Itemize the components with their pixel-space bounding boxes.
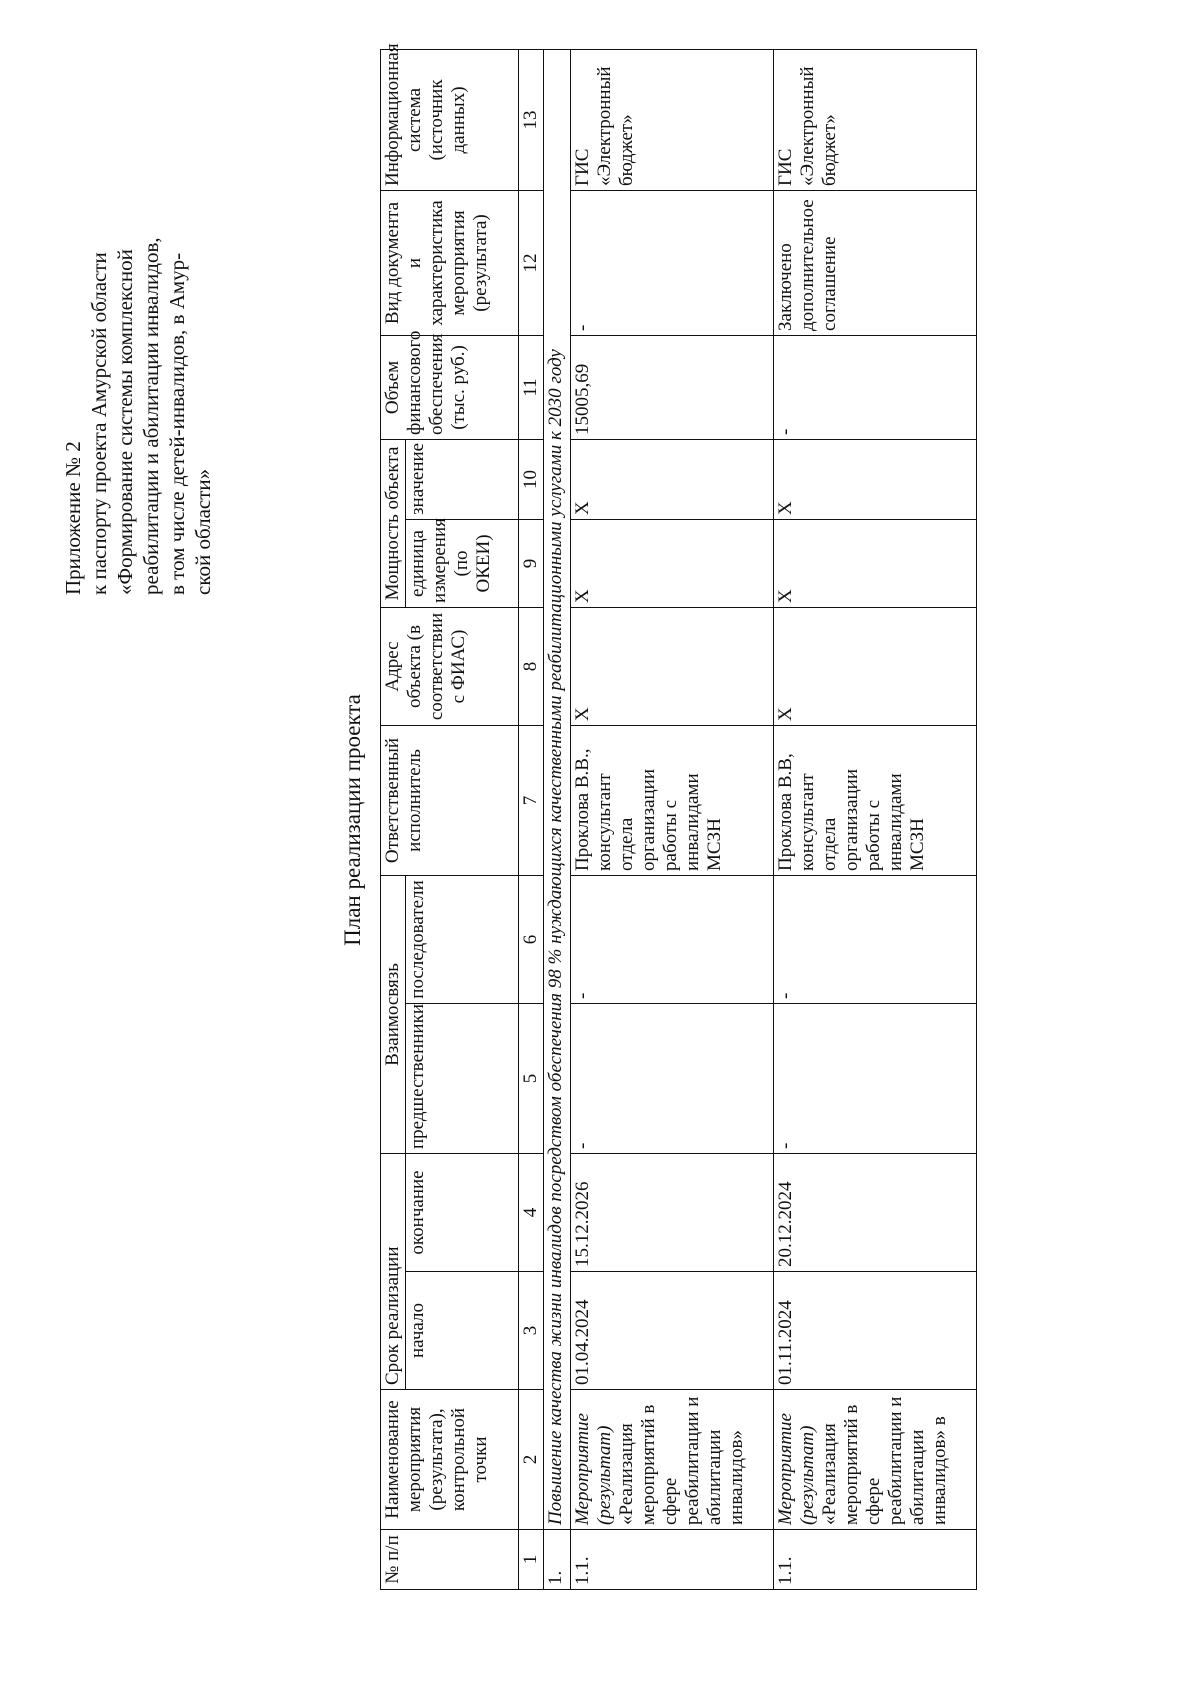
row-successors: -: [774, 875, 977, 1003]
column-number: 6: [519, 875, 544, 1003]
row-funding: 15005,69: [571, 335, 774, 439]
header-document: Вид документа и характеристика мероприятия (результата): [381, 190, 519, 335]
appendix-line: ской области»: [191, 468, 215, 595]
row-name: [571, 1390, 774, 1530]
row-predecessors: -: [571, 1003, 774, 1153]
section-number: 1.: [544, 1530, 571, 1590]
row-document: Заключено дополнительное соглашение: [774, 190, 977, 335]
implementation-plan-table: [380, 43, 977, 1590]
appendix-line: в том числе детей-инвалидов, в Амур-: [165, 252, 189, 595]
column-number: 7: [519, 725, 544, 875]
header-predecessors: предшественники: [406, 1003, 519, 1153]
plan-title: План реализации проекта: [340, 694, 365, 946]
row-info-system: ГИС «Электронный бюджет»: [571, 49, 774, 190]
header-relation: Взаимосвязь: [381, 875, 406, 1153]
column-number: 10: [519, 439, 544, 519]
appendix-line: «Формирование системы комплексной: [113, 249, 137, 595]
row-value: Х: [774, 439, 977, 519]
header-responsible: Ответственный исполнитель: [381, 725, 519, 875]
column-number: 4: [519, 1153, 544, 1271]
header-successors: последователи: [406, 875, 519, 1003]
row-name-type: Мероприятие (результат): [572, 1413, 615, 1525]
row-funding: -: [774, 335, 977, 439]
appendix-line: Приложение № 2: [61, 441, 85, 595]
table-row: [571, 49, 774, 1589]
row-name: [774, 1390, 977, 1530]
section-title: Повышение качества жизни инвалидов посредством обеспечения 98 % нуждающихся качественными реабилитационными услугами к 2030 году: [544, 49, 571, 1529]
header-capacity: Мощность объекта: [381, 439, 406, 607]
header-name: Наименование мероприятия (результата), контрольной точки: [381, 1390, 519, 1530]
row-end: 20.12.2024: [774, 1153, 977, 1271]
column-number: 5: [519, 1003, 544, 1153]
table-row: [774, 49, 977, 1589]
column-number: 9: [519, 519, 544, 607]
row-name-text: «Реализация мероприятий в сфере реабилитации и абилитации инвалидов»: [616, 1396, 747, 1525]
row-predecessors: -: [774, 1003, 977, 1153]
row-name-text: «Реализация мероприятий в сфере реабилитации и абилитации инвалидов» в: [819, 1396, 950, 1525]
column-number: 3: [519, 1272, 544, 1390]
row-unit: Х: [774, 519, 977, 607]
row-address: Х: [571, 607, 774, 725]
row-start: 01.11.2024: [774, 1272, 977, 1390]
header-num: № п/п: [381, 1530, 519, 1590]
column-number: 2: [519, 1390, 544, 1530]
row-successors: -: [571, 875, 774, 1003]
column-number: 13: [519, 49, 544, 190]
header-term: Срок реализации: [381, 1153, 406, 1389]
row-address: Х: [774, 607, 977, 725]
section-row: [544, 49, 571, 1589]
column-number-row: [519, 49, 544, 1589]
row-end: 15.12.2026: [571, 1153, 774, 1271]
header-row: [381, 49, 406, 1589]
header-address: Адрес объекта (в соответствии с ФИАС): [381, 607, 519, 725]
header-unit: единица измерения (по ОКЕИ): [406, 519, 519, 607]
column-number: 11: [519, 335, 544, 439]
column-number: 8: [519, 607, 544, 725]
header-term-end: окончание: [406, 1153, 519, 1271]
appendix-header: [60, 15, 216, 595]
header-funding: Объем финансового обеспечения (тыс. руб.): [381, 335, 519, 439]
header-term-start: начало: [406, 1272, 519, 1390]
header-value: значение: [406, 439, 519, 519]
header-info-system: Информационная система (источник данных): [381, 49, 519, 190]
row-document: -: [571, 190, 774, 335]
row-responsible: Проклова В.В, консультант отдела организации работы с инвалидами МСЗН: [774, 725, 977, 875]
row-value: Х: [571, 439, 774, 519]
row-info-system: ГИС «Электронный бюджет»: [774, 49, 977, 190]
row-start: 01.04.2024: [571, 1272, 774, 1390]
appendix-line: реабилитации и абилитации инвалидов,: [139, 237, 163, 595]
row-number: 1.1.: [774, 1530, 977, 1590]
column-number: 12: [519, 190, 544, 335]
document-page: [40, 20, 1160, 1620]
row-responsible: Проклова В.В., консультант отдела организации работы с инвалидами МСЗН: [571, 725, 774, 875]
row-unit: Х: [571, 519, 774, 607]
appendix-line: к паспорту проекта Амурской области: [87, 252, 111, 595]
row-number: 1.1.: [571, 1530, 774, 1590]
column-number: 1: [519, 1530, 544, 1590]
row-name-type: Мероприятие (результат): [775, 1413, 818, 1525]
